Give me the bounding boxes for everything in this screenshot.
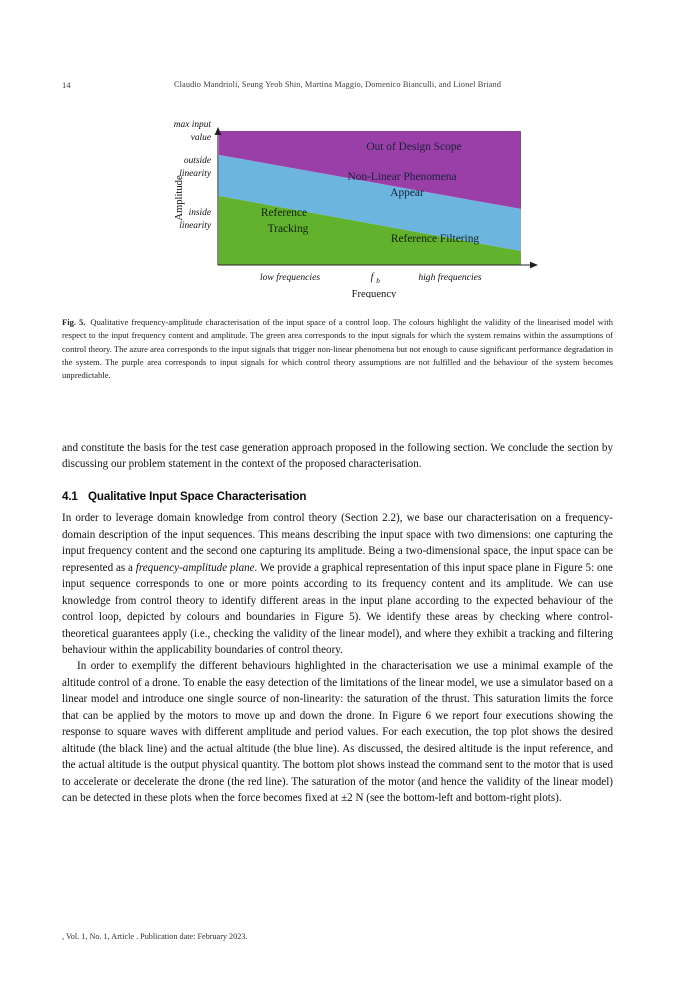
section-number: 4.1 xyxy=(62,489,78,503)
x-tick-fb xyxy=(371,272,381,285)
y-tick-inside-line1: inside xyxy=(188,208,211,218)
figure-5 xyxy=(62,108,613,298)
x-tick-fb-subscript: b xyxy=(376,277,380,285)
figure-caption-label: Fig. 5. xyxy=(62,317,86,327)
paragraph-1 xyxy=(62,510,613,658)
section-heading-4-1 xyxy=(62,489,613,505)
label-reference-tracking-line2: Tracking xyxy=(267,223,309,235)
y-tick-outside-line1: outside xyxy=(183,156,211,166)
y-tick-outside-line2: linearity xyxy=(179,169,211,179)
label-non-linear-phenomena-line1: Non-Linear Phenomena xyxy=(347,171,457,183)
figure-caption xyxy=(62,316,613,382)
label-non-linear-phenomena-line2: Appear xyxy=(390,187,424,199)
paragraph-2: In order to exemplify the different behaviours highlighted in the characterisation we use a minimal example of the altitude control of a drone. To enable the easy detection of the limitations of the linear model, we use a simulator based on a linear model and introduce one single source of non-linearity: the saturation of the thrust. This saturation limits the force that can be applied by the motors to move up and down the drone. In Figure 6 we report four executions showing the response to square waves with different amplitude and period values. For each execution, the top plot shows the desired altitude (the black line) and the actual altitude (the blue line). As discussed, the desired altitude is the input reference, and the actual altitude is the output physical quantity. The bottom plot shows instead the command sent to the motor that is used to accelerate or decelerate the drone (the red line). The saturation of the motor (and hence the validity of the linear model) can be detected in these plots when the force becomes fixed at ±2 N (see the bottom-left and bottom-right plots). xyxy=(62,660,613,805)
x-tick-fb-base: f xyxy=(370,272,374,283)
section-title: Qualitative Input Space Characterisation xyxy=(88,489,307,503)
x-axis-arrowhead xyxy=(530,262,538,269)
y-tick-inside-line2: linearity xyxy=(179,221,211,231)
running-head xyxy=(62,80,613,94)
label-out-of-design-scope: Out of Design Scope xyxy=(366,141,462,153)
body-text xyxy=(62,440,613,807)
frequency-amplitude-plane-chart xyxy=(62,108,613,298)
figure-caption-text: Qualitative frequency-amplitude characterisation of the input space of a control loop. The colours highlight the validity of the linearised model with respect to the input frequency content and amplitude. The green area corresponds to the input signals for which the system remains within the assumptions of control theory. The azure area corresponds to the input signals that trigger non-linear phenomena but not enough to cause significant performance degradation in the system. The purple area corresponds to input signals for which control theory assumptions are not fulfilled and the behaviour of the system becomes unpredictable. xyxy=(62,317,613,380)
paragraph-intro: and constitute the basis for the test case generation approach proposed in the following section. We conclude the section by discussing our problem statement in the context of the proposed characterisation. xyxy=(62,442,613,471)
page-number: 14 xyxy=(62,80,71,90)
x-axis-title: Frequency xyxy=(351,289,397,298)
y-axis-title: Amplitude xyxy=(174,175,185,221)
label-reference-tracking-line1: Reference xyxy=(260,207,308,219)
x-tick-high-frequencies: high frequencies xyxy=(418,272,482,283)
y-tick-max-input-line2: value xyxy=(190,133,211,143)
paragraph-1-emphasis: frequency-amplitude plane. xyxy=(135,561,258,574)
y-tick-max-input-line1: max input xyxy=(173,120,211,130)
paragraph-1-part-a: In order to leverage domain knowledge from control theory (Section 2.2), we base our characterisation on a frequency-domain description of the input sequences. This means describing the input space with two dimensions: one capturing the input frequency content and the second one capturing its amplitude. Being a two-dimensional space, the input space can be represented as a xyxy=(62,512,613,574)
label-reference-filtering: Reference Filtering xyxy=(390,233,480,245)
page-footer: , Vol. 1, No. 1, Article . Publication date: February 2023. xyxy=(62,932,248,941)
x-tick-low-frequencies: low frequencies xyxy=(259,272,321,283)
running-head-authors: Claudio Mandrioli, Seung Yeob Shin, Martina Maggio, Domenico Bianculli, and Lionel Briand xyxy=(173,80,502,89)
paragraph-1-part-b: We provide a graphical representation of this input space plane in Figure 5: one input sequence corresponds to one or more points according to its frequency content and its amplitude. We can use knowledge from control theory to identify different areas in the input plane according to the expected behaviour of the control loop, depicted by colours and boundaries in Figure 5). We identify these areas by checking where control-theoretical guarantees apply (i.e., checking the validity of the linear model), and where they exhibit a tracking and filtering behaviour within the applicability boundaries of control theory. xyxy=(62,561,613,656)
section-spacer-top xyxy=(62,473,613,489)
